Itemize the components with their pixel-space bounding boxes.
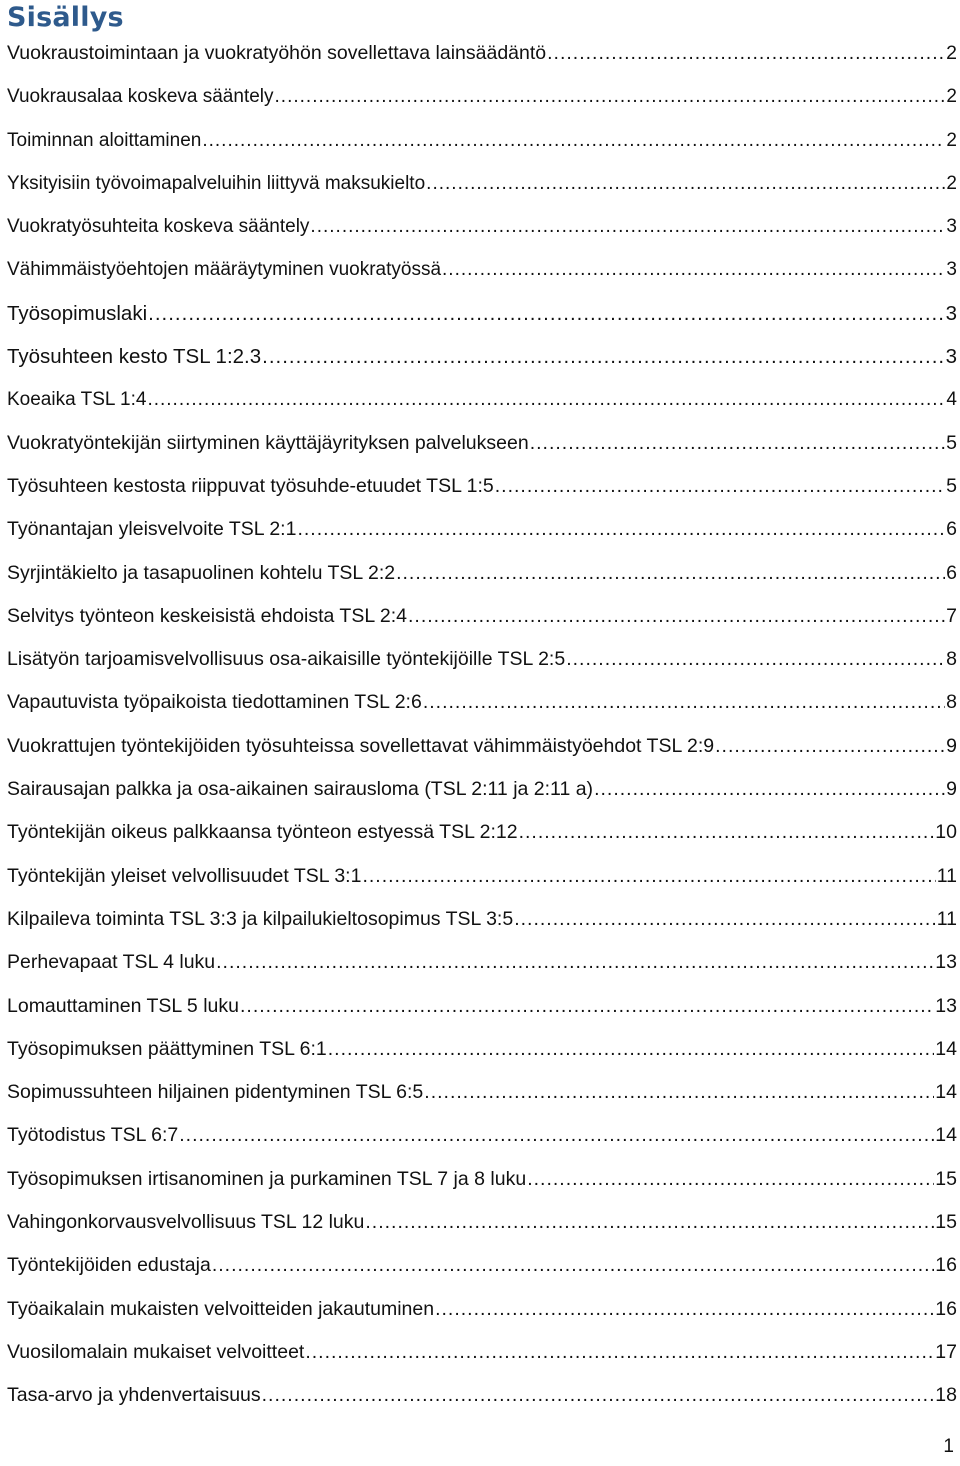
toc-entry[interactable]	[7, 1288, 957, 1331]
toc-entry-title: Vuokratyöntekijän siirtyminen käyttäjäyrityksen palvelukseen	[7, 431, 529, 454]
toc-dot-leader	[527, 1158, 934, 1201]
toc-dot-leader	[530, 422, 945, 465]
toc-dot-leader	[240, 985, 934, 1028]
toc-entry[interactable]	[7, 855, 957, 898]
toc-entry[interactable]	[7, 162, 957, 205]
toc-entry[interactable]	[7, 768, 957, 811]
toc-entry-page: 13	[935, 994, 957, 1017]
toc-dot-leader	[212, 1244, 934, 1287]
toc-entry-title: Vahingonkorvausvelvollisuus TSL 12 luku	[7, 1211, 365, 1234]
toc-entry-title: Vähimmäistyöehtojen määräytyminen vuokratyössä	[7, 259, 442, 281]
toc-dot-leader	[262, 335, 944, 378]
toc-entry-page: 3	[945, 345, 957, 369]
toc-entry[interactable]	[7, 335, 957, 378]
toc-entry-page: 11	[936, 907, 957, 930]
toc-dot-leader	[297, 508, 945, 551]
toc-entry-title: Työsopimuslaki	[7, 301, 148, 325]
toc-entry-page: 3	[946, 216, 957, 238]
toc-entry-title: Sopimussuhteen hiljainen pidentyminen TSL 6:5	[7, 1081, 424, 1104]
toc-dot-leader	[514, 898, 936, 941]
toc-dot-leader	[435, 1288, 934, 1331]
toc-dot-leader	[566, 638, 945, 681]
toc-entry-page: 9	[946, 734, 957, 757]
toc-entry[interactable]	[7, 1028, 957, 1071]
toc-entry-page: 11	[936, 864, 957, 887]
toc-entry-title: Koeaika TSL 1:4	[7, 389, 147, 411]
toc-dot-leader	[262, 1374, 935, 1417]
toc-entry-page: 8	[946, 648, 957, 671]
toc-entry-title: Lisätyön tarjoamisvelvollisuus osa-aikaisille työntekijöille TSL 2:5	[7, 648, 566, 671]
toc-entry-page: 2	[946, 86, 957, 108]
toc-entry-page: 8	[946, 691, 957, 714]
toc-entry-page: 2	[946, 129, 957, 151]
toc-entry-page: 15	[935, 1211, 957, 1234]
toc-entry[interactable]	[7, 1114, 957, 1157]
toc-entry-page: 5	[946, 431, 957, 454]
toc-entry-page: 6	[946, 518, 957, 541]
toc-entry-title: Vuokratyösuhteita koskeva sääntely	[7, 216, 310, 238]
toc-entry[interactable]	[7, 552, 957, 595]
toc-entry[interactable]	[7, 1244, 957, 1287]
toc-entry[interactable]	[7, 119, 957, 162]
toc-entry-page: 3	[946, 259, 957, 281]
toc-entry[interactable]	[7, 1071, 957, 1114]
toc-entry[interactable]	[7, 75, 957, 118]
toc-dot-leader	[408, 595, 945, 638]
toc-dot-leader	[715, 725, 945, 768]
toc-entry[interactable]	[7, 422, 957, 465]
toc-entry-page: 13	[935, 951, 957, 974]
toc-entry-title: Työsopimuksen irtisanominen ja purkaminen TSL 7 ja 8 luku	[7, 1167, 527, 1190]
toc-entry-page: 10	[935, 821, 957, 844]
toc-entry[interactable]	[7, 985, 957, 1028]
toc-entry-title: Työntekijän oikeus palkkaansa työnteon estyessä TSL 2:12	[7, 821, 518, 844]
page-number: 1	[943, 1436, 954, 1457]
toc-entry-title: Työntekijöiden edustaja	[7, 1254, 211, 1277]
toc-entry[interactable]	[7, 1201, 957, 1244]
toc-entry-title: Työaikalain mukaisten velvoitteiden jakautuminen	[7, 1297, 435, 1320]
toc-dot-leader	[495, 465, 945, 508]
toc-dot-leader	[147, 378, 945, 421]
toc-dot-leader	[424, 1071, 934, 1114]
toc-dot-leader	[179, 1114, 934, 1157]
toc-entry-page: 16	[935, 1297, 957, 1320]
toc-entry-title: Vuokrausalaa koskeva sääntely	[7, 86, 274, 108]
toc-entry[interactable]	[7, 941, 957, 984]
toc-entry-page: 18	[935, 1384, 957, 1407]
toc-entry-title: Kilpaileva toiminta TSL 3:3 ja kilpailukieltosopimus TSL 3:5	[7, 907, 514, 930]
toc-dot-leader	[365, 1201, 934, 1244]
toc-entry-title: Työsuhteen kestosta riippuvat työsuhde-etuudet TSL 1:5	[7, 474, 494, 497]
toc-dot-leader	[362, 855, 935, 898]
toc-entry-title: Vuokrattujen työntekijöiden työsuhteissa sovellettavat vähimmäistyöehdot TSL 2:9	[7, 734, 715, 757]
toc-title: Sisällys	[7, 2, 124, 33]
toc-entry-title: Vapautuvista työpaikoista tiedottaminen TSL 2:6	[7, 691, 422, 714]
toc-dot-leader	[547, 32, 945, 75]
toc-entry-title: Työsopimuksen päättyminen TSL 6:1	[7, 1037, 327, 1060]
toc-entry-page: 7	[946, 604, 957, 627]
toc-entry-title: Toiminnan aloittaminen	[7, 129, 202, 151]
toc-entry-page: 9	[946, 778, 957, 801]
toc-entry-title: Lomauttaminen TSL 5 luku	[7, 994, 239, 1017]
toc-entry-page: 6	[946, 561, 957, 584]
toc-entry-title: Syrjintäkielto ja tasapuolinen kohtelu TSL 2:2	[7, 561, 396, 584]
toc-entry-title: Työtodistus TSL 6:7	[7, 1124, 179, 1147]
toc-entry[interactable]	[7, 1331, 957, 1374]
toc-dot-leader	[202, 119, 945, 162]
toc-entry[interactable]	[7, 248, 957, 291]
toc-dot-leader	[423, 681, 945, 724]
toc-entry-page: 17	[935, 1340, 957, 1363]
toc-dot-leader	[442, 248, 945, 291]
toc-entry[interactable]	[7, 1374, 957, 1417]
toc-entry-title: Vuosilomalain mukaiset velvoitteet	[7, 1340, 305, 1363]
toc-entry-page: 14	[935, 1124, 957, 1147]
toc-dot-leader	[275, 75, 946, 118]
toc-entry[interactable]	[7, 32, 957, 75]
toc-entry[interactable]	[7, 595, 957, 638]
toc-entry-page: 4	[946, 389, 957, 411]
toc-entry[interactable]	[7, 898, 957, 941]
toc-entry[interactable]	[7, 638, 957, 681]
toc-dot-leader	[305, 1331, 934, 1374]
toc-entry-title: Selvitys työnteon keskeisistä ehdoista TSL 2:4	[7, 604, 407, 627]
toc-entry[interactable]	[7, 725, 957, 768]
toc-dot-leader	[426, 162, 945, 205]
toc-entry[interactable]	[7, 1158, 957, 1201]
toc-dot-leader	[216, 941, 934, 984]
toc-dot-leader	[148, 292, 944, 335]
toc-dot-leader	[328, 1028, 935, 1071]
toc-entry-page: 2	[946, 42, 957, 64]
toc-entry[interactable]	[7, 465, 957, 508]
toc-entry-title: Sairausajan palkka ja osa-aikainen sairausloma (TSL 2:11 ja 2:11 a)	[7, 778, 594, 801]
toc-entry[interactable]	[7, 811, 957, 854]
toc-dot-leader	[519, 811, 935, 854]
toc-entry-title: Työntekijän yleiset velvollisuudet TSL 3:1	[7, 864, 362, 887]
toc-entry-page: 15	[935, 1167, 957, 1190]
toc-entry-page: 3	[945, 301, 957, 325]
toc-entry[interactable]	[7, 292, 957, 335]
toc-entry-page: 2	[946, 172, 957, 194]
toc-entry-title: Yksityisiin työvoimapalveluihin liittyvä maksukielto	[7, 172, 426, 194]
toc-entry-page: 14	[935, 1037, 957, 1060]
toc-entry-page: 16	[935, 1254, 957, 1277]
toc-dot-leader	[594, 768, 945, 811]
toc-entry-title: Työnantajan yleisvelvoite TSL 2:1	[7, 518, 297, 541]
toc-list	[7, 32, 957, 1418]
toc-entry-page: 5	[946, 474, 957, 497]
toc-entry-title: Vuokraustoimintaan ja vuokratyöhön sovellettava lainsäädäntö	[7, 42, 547, 64]
toc-dot-leader	[310, 205, 945, 248]
toc-entry-page: 14	[935, 1081, 957, 1104]
toc-dot-leader	[396, 552, 945, 595]
toc-entry[interactable]	[7, 205, 957, 248]
toc-entry-title: Tasa-arvo ja yhdenvertaisuus	[7, 1384, 261, 1407]
toc-entry-title: Työsuhteen kesto TSL 1:2.3	[7, 345, 262, 369]
toc-entry-title: Perhevapaat TSL 4 luku	[7, 951, 216, 974]
toc-entry[interactable]	[7, 378, 957, 421]
toc-entry[interactable]	[7, 508, 957, 551]
toc-entry[interactable]	[7, 681, 957, 724]
